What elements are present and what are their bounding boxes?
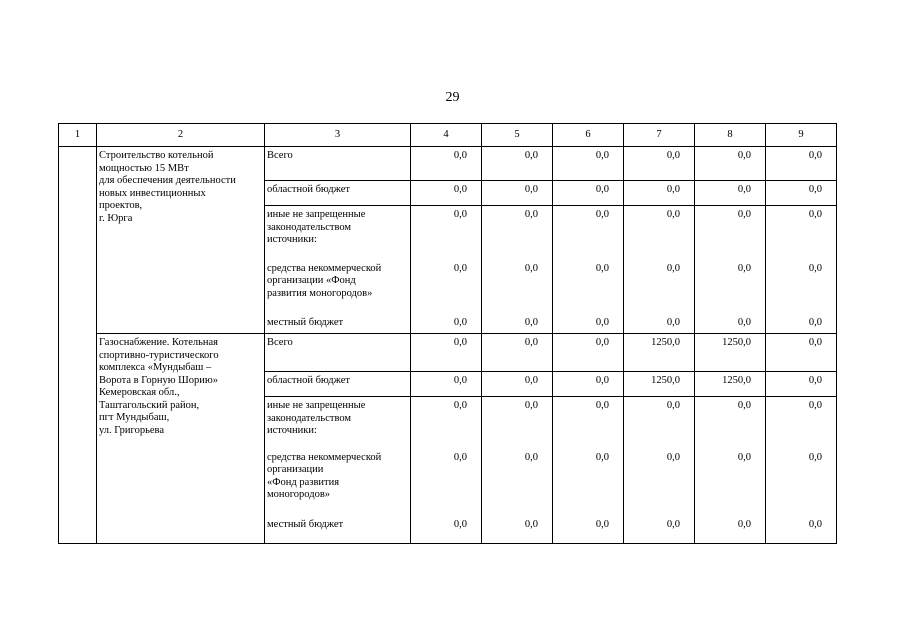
value-cell [482, 206, 553, 260]
value-cell [624, 516, 695, 544]
value: 0,0 [666, 400, 680, 411]
value: 0,0 [808, 209, 822, 220]
header-col-4: 4 [411, 124, 482, 147]
value-cell [411, 181, 482, 206]
value-cell [624, 260, 695, 314]
value: 0,0 [524, 451, 538, 463]
value-cell [624, 397, 695, 449]
value: 0,0 [666, 209, 680, 220]
value: 1250,0 [651, 375, 680, 386]
value-cell [695, 314, 766, 334]
value: 0,0 [524, 518, 538, 530]
value: 0,0 [666, 518, 680, 530]
value-cell [766, 516, 837, 544]
value-cell [766, 372, 837, 397]
header-col-8: 8 [695, 124, 766, 147]
value-cell [695, 516, 766, 544]
value: 0,0 [453, 316, 467, 328]
value-cell [624, 206, 695, 260]
value: 0,0 [453, 518, 467, 530]
header-col-1: 1 [59, 124, 97, 147]
value: 0,0 [524, 316, 538, 328]
source-cell [265, 314, 411, 334]
table-row [59, 147, 837, 181]
value: 0,0 [666, 262, 680, 274]
value: 0,0 [737, 209, 751, 220]
value-cell [411, 147, 482, 181]
project-name: Строительство котельной мощностью 15 МВт для обеспечения деятельности новых инвестиционных проектов, г. Юрга [99, 150, 236, 224]
value: 0,0 [453, 451, 467, 463]
table-row [59, 334, 837, 372]
value: 0,0 [808, 316, 822, 328]
value: 0,0 [524, 337, 538, 348]
value: 0,0 [595, 451, 609, 463]
source-cell [265, 181, 411, 206]
value-cell [482, 372, 553, 397]
value: 1250,0 [722, 375, 751, 386]
source-label: иные не запрещенные законодательством источники: [267, 400, 366, 436]
value: 0,0 [595, 375, 609, 386]
value-cell [695, 397, 766, 449]
value: 0,0 [595, 150, 609, 161]
value: 0,0 [808, 375, 822, 386]
source-label: областной бюджет [267, 184, 350, 195]
source-cell [265, 334, 411, 372]
source-cell [265, 260, 411, 314]
value: 0,0 [595, 209, 609, 220]
value-cell [411, 206, 482, 260]
value-cell [766, 181, 837, 206]
value-cell [766, 260, 837, 314]
value: 0,0 [666, 316, 680, 328]
source-label: средства некоммерческой организации «Фонд развития моногородов» [267, 451, 382, 500]
funding-table [58, 123, 837, 544]
value: 0,0 [524, 262, 538, 274]
source-label: областной бюджет [267, 375, 350, 386]
value-cell [695, 260, 766, 314]
value: 0,0 [808, 262, 822, 274]
source-cell [265, 397, 411, 449]
value-cell [482, 397, 553, 449]
value: 0,0 [737, 451, 751, 463]
value-cell [553, 260, 624, 314]
value-cell [482, 449, 553, 516]
source-cell [265, 516, 411, 544]
value-cell [553, 147, 624, 181]
value-cell [553, 516, 624, 544]
value-cell [411, 516, 482, 544]
header-col-6: 6 [553, 124, 624, 147]
value-cell [411, 260, 482, 314]
value-cell [624, 314, 695, 334]
value: 0,0 [595, 400, 609, 411]
source-cell [265, 147, 411, 181]
value: 0,0 [595, 184, 609, 195]
value: 0,0 [808, 337, 822, 348]
header-col-2: 2 [97, 124, 265, 147]
value-cell [411, 397, 482, 449]
value-cell [482, 314, 553, 334]
value-cell [766, 206, 837, 260]
value-cell [482, 181, 553, 206]
value: 0,0 [737, 316, 751, 328]
source-label: Всего [267, 337, 293, 348]
source-label: средства некоммерческой организации «Фонд развития моногородов» [267, 262, 382, 299]
value: 0,0 [595, 518, 609, 530]
value-cell [695, 147, 766, 181]
project-name-cell [97, 147, 265, 334]
header-col-9: 9 [766, 124, 837, 147]
value-cell [695, 206, 766, 260]
header-col-7: 7 [624, 124, 695, 147]
value: 0,0 [453, 184, 467, 195]
value-cell [553, 397, 624, 449]
header-col-3: 3 [265, 124, 411, 147]
source-cell [265, 206, 411, 260]
value-cell [482, 334, 553, 372]
value: 0,0 [737, 400, 751, 411]
value: 0,0 [737, 184, 751, 195]
value: 0,0 [524, 209, 538, 220]
value-cell [553, 372, 624, 397]
value-cell [553, 449, 624, 516]
source-label: иные не запрещенные законодательством источники: [267, 209, 366, 245]
value-cell [624, 147, 695, 181]
project-name: Газоснабжение. Котельная спортивно-туристического комплекса «Мундыбаш – Ворота в Горную Шорию» Кемеровская обл., Таштагольский район, пгт Мундыбаш, ул. Григорьева [99, 337, 219, 436]
project-name-cell [97, 334, 265, 544]
value-cell [624, 372, 695, 397]
value: 0,0 [453, 337, 467, 348]
source-label: местный бюджет [267, 518, 344, 530]
value-cell [695, 449, 766, 516]
value: 1250,0 [651, 337, 680, 348]
value: 0,0 [808, 150, 822, 161]
value: 0,0 [453, 375, 467, 386]
source-cell [265, 372, 411, 397]
value: 0,0 [453, 400, 467, 411]
value-cell [624, 449, 695, 516]
value-cell [482, 516, 553, 544]
value: 0,0 [453, 150, 467, 161]
value: 0,0 [808, 184, 822, 195]
value: 0,0 [524, 375, 538, 386]
row-number-cell [59, 147, 97, 544]
value-cell [553, 206, 624, 260]
value: 0,0 [595, 262, 609, 274]
value-cell [766, 147, 837, 181]
value: 0,0 [453, 262, 467, 274]
value-cell [695, 181, 766, 206]
value: 0,0 [524, 400, 538, 411]
value: 0,0 [524, 150, 538, 161]
value-cell [624, 181, 695, 206]
value-cell [553, 314, 624, 334]
value: 0,0 [808, 451, 822, 463]
value-cell [766, 314, 837, 334]
value: 1250,0 [722, 337, 751, 348]
value-cell [411, 449, 482, 516]
source-label: Всего [267, 150, 293, 161]
value: 0,0 [808, 518, 822, 530]
value-cell [695, 372, 766, 397]
header-col-5: 5 [482, 124, 553, 147]
value: 0,0 [737, 518, 751, 530]
value: 0,0 [453, 209, 467, 220]
value-cell [766, 397, 837, 449]
value: 0,0 [737, 150, 751, 161]
value-cell [482, 147, 553, 181]
value-cell [695, 334, 766, 372]
value: 0,0 [666, 184, 680, 195]
value-cell [766, 334, 837, 372]
value-cell [482, 260, 553, 314]
value: 0,0 [666, 451, 680, 463]
value-cell [553, 181, 624, 206]
value-cell [624, 334, 695, 372]
value: 0,0 [595, 316, 609, 328]
value-cell [766, 449, 837, 516]
value-cell [411, 314, 482, 334]
value: 0,0 [666, 150, 680, 161]
table-header-row [59, 124, 837, 147]
value: 0,0 [737, 262, 751, 274]
value: 0,0 [524, 184, 538, 195]
source-label: местный бюджет [267, 316, 344, 328]
value-cell [411, 334, 482, 372]
value: 0,0 [808, 400, 822, 411]
value: 0,0 [595, 337, 609, 348]
page-number: 29 [445, 90, 460, 105]
source-cell [265, 449, 411, 516]
value-cell [553, 334, 624, 372]
value-cell [411, 372, 482, 397]
